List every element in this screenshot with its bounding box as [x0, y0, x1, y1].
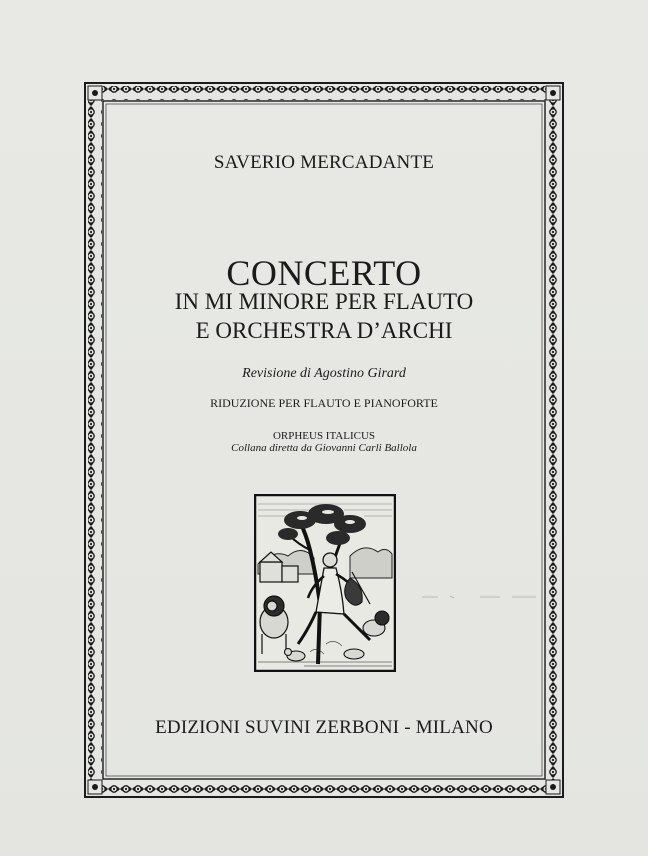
faint-show-through-marks: [420, 592, 540, 602]
publisher-name: EDIZIONI SUVINI ZERBONI - MILANO: [155, 717, 493, 738]
reduction-note: RIDUZIONE PER FLAUTO E PIANOFORTE: [210, 396, 438, 410]
series-name: ORPHEUS ITALICUS: [272, 430, 376, 442]
work-subtitle-line-2: E ORCHESTRA D’ARCHI: [195, 318, 453, 343]
composer-name: SAVERIO MERCADANTE: [213, 152, 435, 173]
series-director: Collana diretta da Giovanni Carli Ballola: [231, 442, 417, 454]
work-title: CONCERTO: [226, 253, 422, 293]
work-subtitle-line-1: IN MI MINORE PER FLAUTO: [174, 289, 474, 314]
orpheus-woodcut-icon: [254, 494, 396, 672]
revision-credit: Revisione di Agostino Girard: [242, 366, 406, 381]
